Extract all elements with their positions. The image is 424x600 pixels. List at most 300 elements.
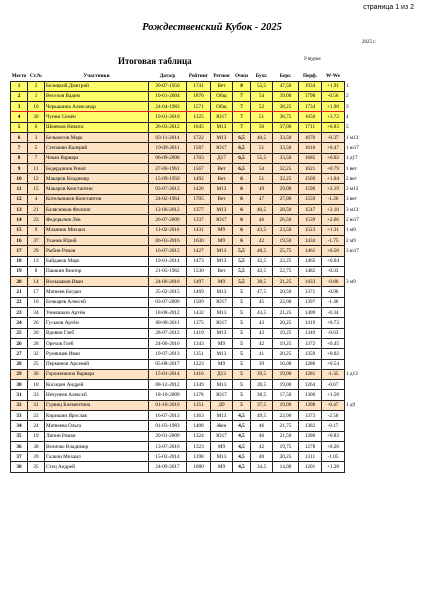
cell-place: 25 [11, 328, 28, 338]
cell-award [345, 452, 369, 462]
cell-performance: 1434 [299, 235, 322, 245]
cell-points: 6,5 [233, 132, 251, 142]
cell-berger: 20,25 [273, 349, 299, 359]
cell-berger: 32,25 [273, 174, 299, 184]
cell-rating: 1178 [187, 390, 211, 400]
cell-birthdate: 13-07-2016 [149, 441, 187, 451]
cell-w-we: +3.72 [322, 112, 345, 122]
cell-region: Общ [211, 91, 233, 101]
table-row [11, 400, 369, 410]
cell-performance: 1278 [299, 441, 322, 451]
cell-points: 6 [233, 184, 251, 194]
cell-buchholz: 47,5 [251, 287, 273, 297]
cell-berger: 29,00 [273, 184, 299, 194]
cell-buchholz: 34,5 [251, 462, 273, 472]
cell-berger: 16,00 [273, 359, 299, 369]
cell-rating: 1363 [187, 411, 211, 421]
table-row [11, 318, 369, 328]
cell-region: М13 [211, 411, 233, 421]
cell-performance: 1264 [299, 380, 322, 390]
cell-berger: 33,50 [273, 132, 299, 142]
cell-region: Ю17 [211, 143, 233, 153]
cell-participant-name: Макаров Константин [45, 184, 149, 194]
cell-birthdate: 24-06-2016 [149, 338, 187, 348]
cell-award [345, 349, 369, 359]
cell-rating: 1571 [187, 102, 211, 112]
cell-region: Д17 [211, 153, 233, 163]
table-row [11, 256, 369, 266]
cell-place: 7 [11, 143, 28, 153]
cell-region: М13 [211, 132, 233, 142]
cell-birthdate: 19-01-2010 [149, 112, 187, 122]
cell-participant-name: Величко Владимир [45, 441, 149, 451]
cell-berger: 28,50 [273, 205, 299, 215]
cell-w-we: -0.96 [322, 287, 345, 297]
cell-birthdate: 01-10-2016 [149, 400, 187, 410]
cell-award [345, 462, 369, 472]
cell-rating: 1080 [187, 462, 211, 472]
cell-berger: 47,50 [273, 81, 299, 91]
cell-berger: 27,00 [273, 194, 299, 204]
cell-region: М13 [211, 205, 233, 215]
table-row [11, 81, 369, 91]
table-row [11, 153, 369, 163]
cell-berger: 38,25 [273, 102, 299, 112]
cell-performance: 1610 [299, 143, 322, 153]
cell-participant-name: Стец Андрей [45, 462, 149, 472]
cell-participant-name: Бедердинов Ринат [45, 163, 149, 173]
cell-place: 31 [11, 390, 28, 400]
page-number: страница 1 из 2 [363, 4, 414, 11]
header-performance: Перф. [302, 73, 318, 80]
cell-place: 4 [11, 112, 28, 122]
cell-buchholz: 47 [251, 194, 273, 204]
table-row [11, 328, 369, 338]
cell-award: 1 д17 [345, 153, 369, 163]
cell-start-no: 2 [28, 81, 45, 91]
cell-birthdate: 19-09-2011 [149, 143, 187, 153]
cell-rating: 1351 [187, 400, 211, 410]
table-row [11, 184, 369, 194]
table-row [11, 277, 369, 287]
cell-place: 18 [11, 256, 28, 266]
cell-performance: 1281 [299, 369, 322, 379]
cell-buchholz: 43 [251, 328, 273, 338]
cell-w-we: +2.19 [322, 184, 345, 194]
cell-award: 2 [345, 91, 369, 101]
cell-rating: 1722 [187, 132, 211, 142]
cell-performance: 1734 [299, 102, 322, 112]
cell-start-no: 30 [28, 112, 45, 122]
cell-points: 7 [233, 112, 251, 122]
cell-points: 6 [233, 205, 251, 215]
cell-rating: 1349 [187, 380, 211, 390]
cell-w-we: -1.05 [322, 452, 345, 462]
cell-buchholz: 55,5 [251, 153, 273, 163]
year-label: 2025 г. [362, 40, 376, 45]
cell-region: Ю17 [211, 112, 233, 122]
cell-award: 1 вет [345, 163, 369, 173]
cell-performance: 1482 [299, 266, 322, 276]
cell-region: М9 [211, 225, 233, 235]
cell-start-no: 16 [28, 297, 45, 307]
cell-w-we: +1.90 [322, 102, 345, 112]
cell-award [345, 318, 369, 328]
cell-berger: 32,25 [273, 163, 299, 173]
cell-participant-name: Нечунеев Алексей [45, 390, 149, 400]
cell-rating: 1337 [187, 215, 211, 225]
cell-points: 5 [233, 308, 251, 318]
table-row [11, 297, 369, 307]
cell-region: М13 [211, 122, 233, 132]
cell-buchholz: 41 [251, 349, 273, 359]
cell-buchholz: 42 [251, 441, 273, 451]
cell-performance: 1539 [299, 215, 322, 225]
cell-w-we: +0.26 [322, 441, 345, 451]
table-row [11, 132, 369, 142]
cell-start-no: 20 [28, 328, 45, 338]
cell-birthdate: 16-07-2015 [149, 246, 187, 256]
cell-points: 5 [233, 400, 251, 410]
cell-award [345, 421, 369, 431]
cell-participant-name: Шевчков Никита [45, 122, 149, 132]
cell-participant-name: Киришин Ярослав [45, 411, 149, 421]
cell-place: 22 [11, 297, 28, 307]
table-row [11, 462, 369, 472]
table-row [11, 215, 369, 225]
cell-place: 29 [11, 369, 28, 379]
cell-w-we: -1.26 [322, 194, 345, 204]
cell-w-we: +1.31 [322, 225, 345, 235]
cell-award: 1 д13 [345, 369, 369, 379]
cell-points: 6,5 [233, 143, 251, 153]
cell-berger: 23,50 [273, 225, 299, 235]
cell-start-no: 28 [28, 338, 45, 348]
cell-buchholz: 46 [251, 431, 273, 441]
cell-place: 2 [11, 91, 28, 101]
cell-participant-name: Гурвиц Клементина [45, 400, 149, 410]
table-row [11, 390, 369, 400]
cell-buchholz: 45 [251, 297, 273, 307]
cell-region: М13 [211, 256, 233, 266]
cell-points: 7 [233, 122, 251, 132]
cell-performance: 1670 [299, 132, 322, 142]
cell-start-no: 17 [28, 287, 45, 297]
cell-participant-name: Чекан Варвара [45, 153, 149, 163]
cell-region: Д13 [211, 369, 233, 379]
cell-start-no: 39 [28, 452, 45, 462]
cell-w-we: -1.46 [322, 297, 345, 307]
table-row [11, 143, 369, 153]
cell-rating: 1630 [187, 235, 211, 245]
cell-buchholz: 48,5 [251, 246, 273, 256]
cell-birthdate: 03-11-2014 [149, 132, 187, 142]
cell-award [345, 256, 369, 266]
cell-region: М13 [211, 184, 233, 194]
cell-performance: 1397 [299, 297, 322, 307]
cell-performance: 1569 [299, 174, 322, 184]
cell-w-we: -2.56 [322, 411, 345, 421]
cell-participant-name: Матвеева Ольга [45, 421, 149, 431]
cell-buchholz: 39,5 [251, 380, 273, 390]
cell-start-no: 37 [28, 235, 45, 245]
cell-rating: 1497 [187, 277, 211, 287]
cell-berger: 17,50 [273, 390, 299, 400]
cell-buchholz: 50 [251, 122, 273, 132]
cell-rating: 1325 [187, 112, 211, 122]
table-header-row [11, 72, 369, 81]
cell-place: 16 [11, 235, 28, 245]
cell-performance: 1934 [299, 81, 322, 91]
cell-berger: 37,00 [273, 122, 299, 132]
cell-start-no: 14 [28, 277, 45, 287]
table-row [11, 122, 369, 132]
cell-participant-name: Матвеев Богдан [45, 287, 149, 297]
cell-w-we: +0.83 [322, 431, 345, 441]
cell-w-we: +0.54 [322, 359, 345, 369]
table-row [11, 421, 369, 431]
cell-birthdate: 24-04-1983 [149, 102, 187, 112]
cell-rating: 1427 [187, 246, 211, 256]
cell-award: 3 м13 [345, 205, 369, 215]
cell-points: 6 [233, 225, 251, 235]
cell-points: 6 [233, 174, 251, 184]
table-subtitle: Итоговая таблица [118, 56, 192, 66]
cell-birthdate: 06-09-2008 [149, 153, 187, 163]
cell-participant-name: Котельников Константин [45, 194, 149, 204]
cell-start-no: 24 [28, 421, 45, 431]
cell-place: 38 [11, 462, 28, 472]
cell-w-we: -1.75 [322, 235, 345, 245]
cell-award [345, 359, 369, 369]
table-row [11, 91, 369, 101]
cell-rating: 1408 [187, 421, 211, 431]
cell-start-no: 19 [28, 431, 45, 441]
cell-participant-name: Бочкарев Алексей [45, 297, 149, 307]
cell-buchholz: 49 [251, 184, 273, 194]
cell-rating: 1419 [187, 328, 211, 338]
cell-points: 4,5 [233, 431, 251, 441]
cell-place: 27 [11, 349, 28, 359]
cell-points: 5 [233, 318, 251, 328]
cell-place: 8 [11, 153, 28, 163]
cell-participant-name: Вдовин Глеб [45, 328, 149, 338]
cell-points: 6 [233, 194, 251, 204]
cell-award: 4 [345, 112, 369, 122]
table-row [11, 266, 369, 276]
header-start-no: Ст.№ [29, 73, 43, 80]
cell-region: М9 [211, 277, 233, 287]
cell-start-no: 29 [28, 246, 45, 256]
cell-region: Общ [211, 102, 233, 112]
table-row [11, 308, 369, 318]
cell-participant-name: Косицин Андрей [45, 380, 149, 390]
cell-points: 7 [233, 91, 251, 101]
cell-w-we: +0.02 [322, 153, 345, 163]
cell-buchholz: 48,5 [251, 132, 273, 142]
cell-award: 2 м13 [345, 184, 369, 194]
cell-region: Вет [211, 174, 233, 184]
cell-place: 15 [11, 225, 28, 235]
cell-w-we: -0.47 [322, 400, 345, 410]
cell-buchholz: 46,5 [251, 205, 273, 215]
cell-participant-name: Макаров Владимир [45, 174, 149, 184]
cell-performance: 1380 [299, 431, 322, 441]
cell-buchholz: 43 [251, 318, 273, 328]
cell-place: 10 [11, 174, 28, 184]
cell-start-no: 18 [28, 380, 45, 390]
cell-berger: 22,00 [273, 297, 299, 307]
cell-award: 2 ю17 [345, 215, 369, 225]
cell-start-no: 4 [28, 194, 45, 204]
cell-place: 24 [11, 318, 28, 328]
cell-w-we: -0.67 [322, 380, 345, 390]
cell-berger: 20,25 [273, 452, 299, 462]
cell-place: 13 [11, 205, 28, 215]
cell-place: 28 [11, 359, 28, 369]
cell-berger: 22,25 [273, 256, 299, 266]
cell-points: 6,5 [233, 153, 251, 163]
cell-rating: 1705 [187, 194, 211, 204]
cell-w-we: +0.79 [322, 163, 345, 173]
cell-points: 5 [233, 287, 251, 297]
table-row [11, 163, 369, 173]
cell-start-no: 15 [28, 184, 45, 194]
cell-participant-name: Румянцев Иван [45, 349, 149, 359]
cell-rating: 1703 [187, 153, 211, 163]
header-birthdate: Дата/р [159, 73, 176, 80]
cell-performance: 1433 [299, 277, 322, 287]
cell-buchholz: 43,5 [251, 225, 273, 235]
cell-region: Вет [211, 163, 233, 173]
cell-award [345, 328, 369, 338]
cell-award: 3 вет [345, 194, 369, 204]
cell-points: 5,5 [233, 266, 251, 276]
cell-start-no: 5 [28, 143, 45, 153]
cell-birthdate: 24-06-2016 [149, 277, 187, 287]
cell-performance: 1286 [299, 359, 322, 369]
cell-performance: 1650 [299, 112, 322, 122]
cell-performance: 1711 [299, 122, 322, 132]
document-title: Рождественский Кубок - 2025 [142, 22, 282, 33]
cell-birthdate: 10-01-2004 [149, 91, 187, 101]
cell-rating: 1567 [187, 163, 211, 173]
cell-performance: 1372 [299, 338, 322, 348]
cell-place: 33 [11, 411, 28, 421]
cell-start-no: 12 [28, 174, 45, 184]
cell-start-no: 13 [28, 256, 45, 266]
cell-rating: 1469 [187, 287, 211, 297]
cell-performance: 1349 [299, 328, 322, 338]
cell-birthdate: 12-06-2012 [149, 205, 187, 215]
header-participants: Участники [83, 73, 110, 80]
cell-region: Вет [211, 266, 233, 276]
cell-award [345, 411, 369, 421]
cell-birthdate: 27-06-1961 [149, 163, 187, 173]
cell-w-we: +0.04 [322, 256, 345, 266]
cell-award [345, 338, 369, 348]
cell-region: М9 [211, 462, 233, 472]
cell-participant-name: Перминов Арсений [45, 359, 149, 369]
cell-performance: 1547 [299, 205, 322, 215]
cell-rating: 1223 [187, 359, 211, 369]
cell-buchholz: 49,5 [251, 411, 273, 421]
cell-award: 1 м13 [345, 132, 369, 142]
cell-award [345, 287, 369, 297]
cell-w-we: +0.83 [322, 122, 345, 132]
cell-performance: 1559 [299, 194, 322, 204]
cell-start-no: 25 [28, 359, 45, 369]
cell-award: 1 ю17 [345, 143, 369, 153]
cell-region: М9 [211, 359, 233, 369]
cell-place: 17 [11, 246, 28, 256]
cell-performance: 1201 [299, 462, 322, 472]
cell-buchholz: 52 [251, 102, 273, 112]
cell-rating: 1375 [187, 318, 211, 328]
table-row [11, 380, 369, 390]
cell-start-no: 34 [28, 308, 45, 318]
cell-performance: 1373 [299, 411, 322, 421]
cell-place: 14 [11, 215, 28, 225]
cell-award: 2 м9 [345, 235, 369, 245]
cell-award [345, 308, 369, 318]
table-row [11, 431, 369, 441]
cell-berger: 33,50 [273, 153, 299, 163]
table-row [11, 452, 369, 462]
cell-rating: 1351 [187, 349, 211, 359]
cell-berger: 19,75 [273, 441, 299, 451]
cell-region: Вет [211, 81, 233, 91]
cell-participant-name: Бельмесов Марк [45, 132, 149, 142]
cell-start-no: 22 [28, 411, 45, 421]
cell-participant-name: Гуськов Артём [45, 318, 149, 328]
cell-points: 7 [233, 102, 251, 112]
cell-performance: 1465 [299, 256, 322, 266]
cell-start-no: 3 [28, 132, 45, 142]
cell-participant-name: Гороженкина Варвара [45, 369, 149, 379]
cell-place: 35 [11, 431, 28, 441]
cell-birthdate: 21-05-1962 [149, 266, 187, 276]
cell-points: 5 [233, 369, 251, 379]
cell-start-no: 23 [28, 215, 45, 225]
cell-rating: 1876 [187, 91, 211, 101]
cell-place: 26 [11, 338, 28, 348]
cell-place: 36 [11, 441, 28, 451]
cell-rating: 1741 [187, 81, 211, 91]
cell-participant-name: Липин Роман [45, 431, 149, 441]
cell-performance: 1621 [299, 163, 322, 173]
cell-participant-name: Пашкин Виктор [45, 266, 149, 276]
cell-performance: 1371 [299, 287, 322, 297]
cell-place: 30 [11, 380, 28, 390]
cell-points: 5 [233, 349, 251, 359]
cell-participant-name: Белицкий Дмитрий [45, 81, 149, 91]
cell-berger: 21,25 [273, 277, 299, 287]
cell-award: 1 д9 [345, 400, 369, 410]
cell-rating: 1416 [187, 369, 211, 379]
cell-award: 1 [345, 81, 369, 91]
cell-birthdate: 24-02-1964 [149, 194, 187, 204]
cell-buchholz: 39,5 [251, 369, 273, 379]
cell-start-no: 1 [28, 91, 45, 101]
cell-participant-name: Галкин Михаил [45, 452, 149, 462]
table-row [11, 349, 369, 359]
header-w-we: W-We [326, 73, 340, 80]
cell-buchholz: 46 [251, 421, 273, 431]
cell-points: 5 [233, 338, 251, 348]
cell-award: 3 м9 [345, 277, 369, 287]
cell-rating: 1343 [187, 338, 211, 348]
